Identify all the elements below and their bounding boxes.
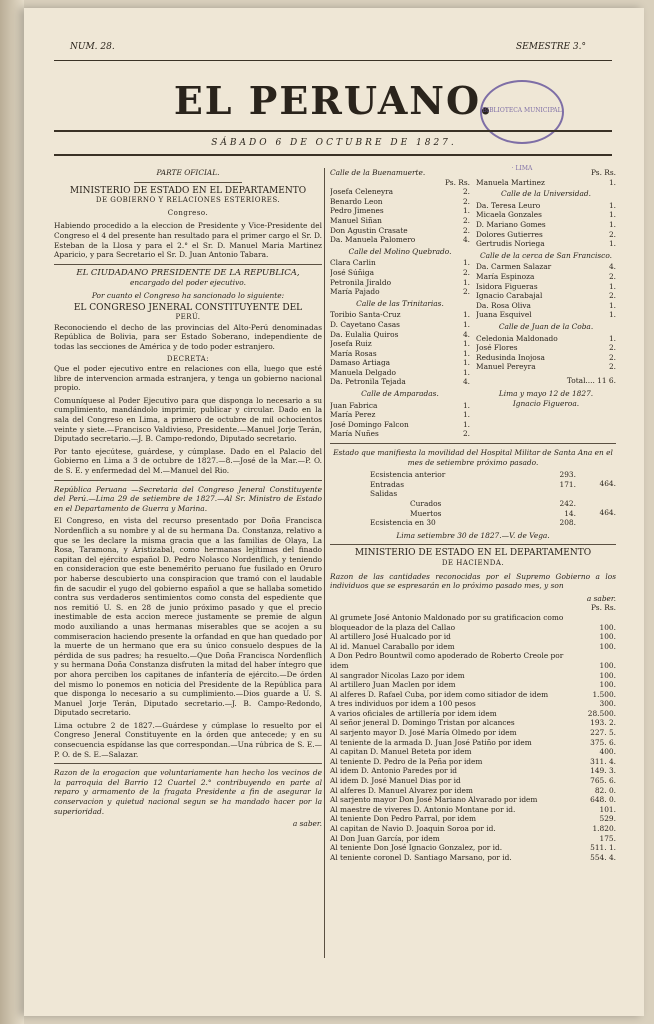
- list-item: [330, 429, 470, 439]
- donor-name: Clara Carlin: [330, 258, 376, 268]
- donor-name: Micaela Gonzales: [476, 210, 542, 220]
- table-row: [330, 613, 616, 632]
- parte-oficial-heading: PARTE OFICIAL.: [156, 168, 220, 177]
- newspaper-title: EL PERUANO.: [173, 78, 495, 123]
- amount: 311. 4.: [590, 756, 616, 766]
- table-row: [330, 786, 616, 796]
- right-column: [330, 168, 616, 862]
- donor-amount: 1.: [608, 281, 616, 291]
- amount: 82. 0.: [594, 785, 616, 795]
- hacienda-subheading: DE HACIENDA.: [441, 558, 505, 567]
- payee: Al alferes D. Rafael Cuba, por idem como sitiador de idem: [330, 689, 549, 699]
- donor-name: María Espinoza: [476, 271, 535, 281]
- donor-name: Celedonia Maldonado: [476, 333, 558, 343]
- list-item: [330, 420, 470, 430]
- table-row: [330, 709, 616, 719]
- donor-name: Juana Esquivel: [476, 310, 532, 320]
- street-list-h: [476, 334, 616, 372]
- amount: 149. 3.: [590, 766, 616, 776]
- list-item: [476, 334, 616, 344]
- republica-heading: República Peruana —Secretaria del Congreso Jeneral Constituyente del Perú.—Lima 29 de setiembre de 1827.—Al Sr. Ministro de Estado en el Departamento de Guerra y Marina.: [54, 484, 322, 513]
- semester-label: SEMESTRE 3.°: [516, 42, 586, 52]
- donor-name: Toribio Santa-Cruz: [330, 310, 401, 320]
- donor-name: Pedro Jimenes: [330, 206, 384, 216]
- table-row: [330, 651, 616, 670]
- payee: Al teniente D. Pedro de la Peña por idem: [330, 756, 483, 766]
- donor-name: María Pajado: [330, 287, 380, 297]
- donor-amount: 1.: [608, 200, 616, 210]
- hospital-signature: Lima setiembre 30 de 1827.—V. de Vega.: [396, 530, 550, 540]
- library-stamp: [480, 80, 564, 172]
- a-saber: a saber.: [586, 593, 616, 603]
- table-row: [330, 728, 616, 738]
- por-cuanto: Por cuanto el Congreso ha sancionado lo siguiente:: [91, 290, 285, 300]
- list-date: Lima y mayo 12 de 1827.: [498, 389, 594, 399]
- congreso-heading: Congreso.: [167, 208, 209, 217]
- donor-amount: 2.: [462, 196, 470, 206]
- amount: 175.: [599, 833, 616, 843]
- donor-name: Da. Petronila Tejada: [330, 377, 406, 387]
- paragraph: Que el poder ejecutivo entre en relaciones con ella, luego que esté libre de intervencion armada estranjera, y tenga un gobierno nacional propio.: [54, 364, 322, 393]
- divider: [54, 480, 322, 481]
- donor-amount: 2.: [608, 271, 616, 281]
- congreso-jeneral-heading: EL CONGRESO JENERAL CONSTITUYENTE DEL: [73, 302, 303, 313]
- donor-amount: 2.: [608, 343, 616, 353]
- donor-name: José Domingo Falcon: [330, 419, 409, 429]
- paragraph: Por tanto ejecútese, guárdese, y cúmplase. Dado en el Palacio del Gobierno en Lima a 3 de octubre de 1827.—8.—José de la Mar.—P. O. de S. E. y enfermedad del M.—Manuel del Rio.: [54, 446, 322, 476]
- payee: Al capitan de Navio D. Joaquin Soroa por id.: [330, 824, 496, 833]
- list-item: [330, 410, 470, 420]
- paragraph: Reconociendo el decho de las provincias del Alto-Perú denominadas República de Bolivia, para ser Estado Soberano, independiente de todas las secciones de América y de todo poder estranjero.: [54, 322, 322, 351]
- list-item: [476, 262, 616, 272]
- list-item: [476, 272, 616, 282]
- list-item: [476, 220, 616, 230]
- list-item: [330, 278, 470, 288]
- donor-amount: 1.: [608, 239, 616, 249]
- hospital-row-label: Muertos: [410, 508, 442, 518]
- top-rule: [54, 60, 612, 61]
- donor-amount: 2.: [462, 187, 470, 197]
- list-item: [476, 343, 616, 353]
- donor-name: Manuel Siñan: [330, 215, 382, 225]
- payee: A varios oficiales de artillería por idem idem: [330, 708, 497, 718]
- donor-amount: 2.: [462, 225, 470, 235]
- donor-amount: 2.: [462, 267, 470, 277]
- street-title: Calle del Molino Quebrado.: [348, 246, 452, 256]
- donor-amount: 2.: [608, 362, 616, 372]
- paragraph: Lima octubre 2 de 1827.—Guárdese y cúmplase lo resuelto por el Congreso Jeneral Constituyente en la órden que antecede; y en su consecuencia espídanse las que correspondan.—Una rúbrica de S. E.—P. O. de S. E.—Salazar.: [54, 720, 322, 759]
- issue-number: NUM. 28.: [70, 42, 115, 52]
- amount: 375. 6.: [590, 737, 616, 747]
- congreso-jeneral-subheading: PERÚ.: [175, 313, 201, 322]
- donor-amount: 2.: [608, 352, 616, 362]
- list-item: [476, 362, 616, 372]
- donor-name: Juan Fabrica: [330, 400, 378, 410]
- table-row: [330, 671, 616, 681]
- donor-amount: 2.: [462, 287, 470, 297]
- table-row: [330, 632, 616, 642]
- donor-amount: 4.: [462, 377, 470, 387]
- donor-amount: 1.: [462, 310, 470, 320]
- donor-amount: 1.: [462, 410, 470, 420]
- list-item: [476, 230, 616, 240]
- hospital-row-label: Entradas: [370, 479, 404, 489]
- dateline: SÁBADO 6 DE OCTUBRE DE 1827.: [211, 138, 457, 148]
- donor-name: Da. Carmen Salazar: [476, 262, 552, 272]
- donor-name: María Nuñes: [330, 429, 379, 439]
- payee: Al grumete José Antonio Maldonado por su gratificacion como bloqueador de la plaza del Callao: [330, 612, 564, 632]
- donor-name: María Perez: [330, 410, 376, 420]
- list-item: [330, 216, 470, 226]
- stamp-text: BIBLIOTECA MUNICIPAL · LIMA: [482, 107, 562, 172]
- payee: Al teniente Don Pedro Parral, por idem: [330, 814, 477, 824]
- hacienda-table: [330, 613, 616, 862]
- list-item: [330, 310, 470, 320]
- table-row: [330, 805, 616, 815]
- table-row: [330, 747, 616, 757]
- street-title: Calle de la Buenamuerte.: [330, 168, 426, 177]
- payee: Al teniente de la armada D. Juan José Patiño por idem: [330, 737, 532, 747]
- list-item: [330, 187, 470, 197]
- donor-amount: 1.: [462, 367, 470, 377]
- column-divider: [324, 168, 325, 958]
- table-row: [330, 795, 616, 805]
- ciudadano-heading: EL CIUDADANO PRESIDENTE DE LA REPUBLICA,: [76, 267, 300, 278]
- donor-amount: 1.: [462, 339, 470, 349]
- street-list-g: [476, 262, 616, 320]
- donor-amount: 1.: [608, 219, 616, 229]
- divider: [54, 763, 322, 764]
- hospital-row-value: 14.: [564, 508, 576, 518]
- hospital-row-value: 293.: [559, 470, 576, 480]
- payee: Al idem D. José Manuel Dias por id: [330, 776, 461, 786]
- street-title: Calle de las Trinitarias.: [356, 298, 444, 308]
- payee: Al sarjento mayor D. José María Olmedo por idem: [330, 728, 517, 738]
- donor-name: Manuela Martinez: [476, 177, 545, 187]
- donor-amount: 2.: [608, 229, 616, 239]
- table-row: [330, 738, 616, 748]
- amount: 765. 6.: [590, 776, 616, 786]
- payee: Al alferes D. Manuel Alvarez por idem: [330, 785, 473, 795]
- ministry-heading: MINISTERIO DE ESTADO EN EL DEPARTAMENTO: [69, 185, 307, 196]
- list-item: [476, 310, 616, 320]
- amount: 28.500.: [587, 708, 616, 718]
- donor-name: Redusinda Inojosa: [476, 352, 545, 362]
- street-title: Calle de Juan de la Coba.: [498, 321, 594, 331]
- table-row: [330, 642, 616, 652]
- amount: 100.: [599, 680, 616, 690]
- hospital-row-label: Ecsistencia anterior: [370, 470, 446, 480]
- donor-amount: 1.: [462, 319, 470, 329]
- list-item: [330, 197, 470, 207]
- payee: Al idem D. Antonio Paredes por id: [330, 766, 458, 776]
- hospital-row-value: 171.: [559, 479, 576, 489]
- table-row: [330, 718, 616, 728]
- table-row: [330, 843, 616, 853]
- donor-amount: 4.: [462, 235, 470, 245]
- list-item: [330, 268, 470, 278]
- amount: 529.: [599, 814, 616, 824]
- ciudadano-subheading: encargado del poder ejecutivo.: [130, 278, 246, 288]
- payee: Al artillero Juan Maclen por idem: [330, 680, 456, 690]
- street-list-c: [330, 310, 470, 387]
- list-item: [330, 401, 470, 411]
- donor-amount: 1.: [462, 348, 470, 358]
- payee: Al id. Manuel Caraballo por idem: [330, 641, 455, 651]
- hospital-row-value: 242.: [559, 499, 576, 508]
- hospital-row-label: Curados: [410, 499, 442, 508]
- masthead-top: [70, 42, 644, 56]
- list-item: [476, 178, 616, 188]
- table-row: [330, 690, 616, 700]
- donor-name: Damaso Artiaga: [330, 358, 391, 368]
- donor-amount: 1.: [462, 258, 470, 268]
- donor-name: Petronila Jiraldo: [330, 277, 392, 287]
- amount: 1.500.: [592, 689, 616, 699]
- donor-name: Da. Rosa Oliva: [476, 300, 531, 310]
- donor-name: D. Mariano Gomes: [476, 219, 546, 229]
- payee: Al sarjento mayor Don José Mariano Alvarado por idem: [330, 795, 538, 805]
- donor-amount: 2.: [608, 291, 616, 301]
- donor-amount: 1.: [608, 177, 616, 187]
- list-item: [476, 201, 616, 211]
- payee: Al teniente Don José Ignacio Gonzalez, por id.: [330, 843, 503, 853]
- total: Total.... 11 6.: [566, 375, 616, 385]
- donor-name: Don Agustin Crasate: [330, 225, 408, 235]
- donor-name: Dolores Gutierres: [476, 229, 543, 239]
- razon-paragraph: Razon de la erogacion que voluntariamente han hecho los vecinos de la parroquia del Barrio 12 Cuartel 2.° contribuyendo en parte al reparo y armamento de la fragata Presidente a fin de asegurar la conservacion y quietud nacional segun se ha mandado hacer por la superioridad.: [54, 768, 322, 816]
- donor-amount: 1.: [608, 210, 616, 220]
- amount: 100.: [599, 641, 616, 651]
- amount: 1.820.: [592, 824, 616, 833]
- left-column: [54, 168, 322, 829]
- list-item: [330, 320, 470, 330]
- donor-name: Manuel Pereyra: [476, 362, 536, 372]
- donor-list-left: [330, 168, 470, 439]
- list-item: [330, 258, 470, 268]
- pesos-header: Ps. Rs.: [591, 168, 616, 177]
- hospital-row-value: 208.: [559, 518, 576, 528]
- hospital-table: [330, 470, 616, 528]
- salidas-label: Salidas: [370, 489, 398, 499]
- donor-name: D. Cayetano Casas: [330, 319, 400, 329]
- donor-amount: 4.: [462, 329, 470, 339]
- divider: [330, 443, 616, 444]
- amount: 648. 0.: [590, 795, 616, 805]
- donor-name: Josefa Celeneyra: [330, 187, 394, 197]
- divider: [54, 264, 322, 265]
- donor-amount: 1.: [608, 310, 616, 320]
- list-item: [330, 226, 470, 236]
- payee: Al teniente coronel D. Santiago Marsano, por id.: [330, 852, 512, 862]
- donor-lists: [330, 168, 616, 439]
- amount: 300.: [599, 699, 616, 709]
- street-list-b: [330, 258, 470, 296]
- payee: Al capitan D. Manuel Beteta por idem: [330, 747, 472, 757]
- street-list-f: [476, 201, 616, 249]
- payee: A tres individuos por idem a 100 pesos: [330, 699, 476, 709]
- donor-amount: 1.: [462, 206, 470, 216]
- donor-name: María Rosas: [330, 348, 377, 358]
- donor-list-right: [476, 168, 616, 439]
- payee: A Don Pedro Bountwil como apoderado de Roberto Creole por idem: [330, 651, 564, 670]
- paragraph: Comuníquese al Poder Ejecutivo para que disponga lo necesario a su cumplimiento, mandándolo imprimir, publicar y circular. Dado en la sala del Congreso en Lima, a primero de octubre de mil ochocientos veinte y siete.—Francisco Valdivieso, Presidente.—Manuel Jorje Terán, Diputado secretario.—J. B. Campo-redondo, Diputado secretario.: [54, 395, 322, 444]
- list-item: [330, 368, 470, 378]
- payee: Al Don Juan García, por idem: [330, 833, 440, 843]
- hospital-sum-1: 464.: [599, 479, 616, 489]
- payee: Al maestre de viveres D. Antonio Montane por id.: [330, 804, 516, 814]
- donor-name: Josefa Ruiz: [330, 339, 372, 349]
- donor-name: Manuela Delgado: [330, 367, 396, 377]
- donor-amount: 1.: [462, 277, 470, 287]
- hospital-row-label: Ecsistencia en 30: [370, 518, 436, 528]
- donor-amount: 1.: [462, 400, 470, 410]
- list-item: [330, 235, 470, 245]
- table-row: [330, 680, 616, 690]
- table-row: [330, 853, 616, 863]
- amount: 100.: [599, 670, 616, 680]
- payee: Al artillero José Hualcado por id: [330, 632, 451, 642]
- list-item: [330, 349, 470, 359]
- pesos-header: Ps. Rs.: [445, 177, 470, 187]
- a-saber: a saber.: [292, 819, 322, 829]
- hacienda-intro: Razon de las cantidades reconocidas por el Supremo Gobierno a los individuos que se espresarán en lo próximo pasado mes, y son: [330, 571, 616, 591]
- paragraph: El Congreso, en vista del recurso presentado por Doña Francisca Nordenflich a su nombre y al de su hermana Da. Constanza, relativo a que se les declare la misma gracia que a las familias de Olaya, La Rosa, Taramona, y Aristizabal, como hermanas lejítimas del finado capitan del ejército español D. Pedro Nolasco Nordenflich, y teniendo en consideracion que este benemérito peruano fue fusilado en Oruro por haberse descubierto una conspiracion que tramó con el laudable fin de sacudir el yugo del gobierno español a que se hallaba sometido contra sus verdaderos sentimientos como consta del espediente que nos remitió U. S. en 28 de junio próximo pasado y que el precio inestimable de esta accion merece justamente se premie de algun modo auxiliando a unas hermanas miserables que se acojen a su commiseracion haciendo presente la orfandad en que han quedado por la muerte de un hermano que era su único consuelo despues de la pérdida de sus padres; ha resuelto.—Que Doña Francisca Nordenflich y su hermana Doña Constanza disfruten la mitad del haber íntegro que por ahora perciben los capitanes de infantería de ejército.—De órden del mismo lo ponemos en noticia del Presidente de la República para que disponga lo necesario a su cumplimiento.—Dios guarde a U. S. Manuel Jorje Terán, Diputado secretario.—J. B. Campo-Redondo, Diputado secretario.: [54, 516, 322, 718]
- table-row: [330, 766, 616, 776]
- donor-name: Ignacio Carabajal: [476, 291, 543, 301]
- payee: Al sangrador Nicolas Lazo por idem: [330, 670, 465, 680]
- street-title: Calle de la Universidad.: [501, 189, 591, 199]
- list-item: [330, 358, 470, 368]
- book-spine: [0, 0, 24, 1024]
- list-item: [330, 339, 470, 349]
- donor-name: José Súñiga: [330, 267, 375, 277]
- street-list-e: [476, 178, 616, 188]
- donor-amount: 4.: [608, 262, 616, 272]
- hacienda-heading: MINISTERIO DE ESTADO EN EL DEPARTAMENTO: [354, 548, 592, 559]
- hospital-sum-2: 464.: [599, 508, 616, 518]
- list-item: [330, 330, 470, 340]
- divider: [134, 182, 241, 183]
- table-row: [330, 834, 616, 844]
- amount: 554. 4.: [590, 852, 616, 862]
- amount: 400.: [599, 747, 616, 757]
- amount: 100.: [599, 632, 616, 642]
- amount: 227. 5.: [590, 728, 616, 738]
- table-row: [330, 757, 616, 767]
- street-title: Calle de la cerca de San Francisco.: [480, 250, 612, 260]
- newspaper-page: [24, 8, 644, 1016]
- list-item: [476, 301, 616, 311]
- hospital-title: Estado que manifiesta la movilidad del Hospital Militar de Santa Ana en el mes de setiembre próximo pasado.: [333, 448, 613, 467]
- donor-name: Da. Eulalia Quiros: [330, 329, 399, 339]
- street-list-a: [330, 187, 470, 245]
- table-row: [330, 814, 616, 824]
- donor-name: Gertrudis Noriega: [476, 239, 545, 249]
- list-item: [476, 353, 616, 363]
- donor-amount: 1.: [608, 333, 616, 343]
- amount: 100.: [599, 622, 616, 632]
- date-rule: [54, 154, 612, 156]
- amount: 101.: [599, 804, 616, 814]
- table-row: [330, 824, 616, 834]
- list-item: [476, 291, 616, 301]
- donor-amount: 2.: [462, 429, 470, 439]
- list-item: [476, 210, 616, 220]
- ministry-subheading: DE GOBIERNO Y RELACIONES ESTERIORES.: [95, 196, 281, 205]
- street-list-d: [330, 401, 470, 439]
- list-item: [330, 287, 470, 297]
- paragraph: Habiendo procedido a la eleccion de Presidente y Vice-Presidente del Congreso el 4 del presente han resultado para el primer cargo el Sr. D. Esteban de la Llosa y para el 2.° el Sr. D. Manuel Maria Martinez Aparicio, y para Secretario el Sr. D. Juan Antonio Tabara.: [54, 221, 322, 260]
- list-signature: Ignacio Figueroa.: [512, 399, 580, 409]
- donor-amount: 1.: [462, 419, 470, 429]
- decreta-label: DECRETA:: [166, 354, 210, 363]
- donor-amount: 1.: [608, 300, 616, 310]
- hacienda-header: Ps. Rs.: [591, 603, 616, 613]
- donor-name: Da. Teresa Leuro: [476, 200, 541, 210]
- list-item: [476, 239, 616, 249]
- divider: [330, 544, 616, 545]
- payee: Al señor jeneral D. Domingo Tristan por alcances: [330, 718, 515, 728]
- amount: 100.: [599, 660, 616, 670]
- donor-amount: 2.: [462, 215, 470, 225]
- list-item: [476, 282, 616, 292]
- donor-name: Benardo Leon: [330, 196, 383, 206]
- donor-name: Da. Manuela Palomero: [330, 235, 416, 245]
- donor-name: José Flores: [476, 343, 518, 353]
- donor-amount: 1.: [462, 358, 470, 368]
- list-item: [330, 206, 470, 216]
- donor-name: Isidora Figueras: [476, 281, 538, 291]
- table-row: [330, 776, 616, 786]
- amount: 511. 1.: [590, 843, 616, 853]
- street-title: Calle de Amparadas.: [361, 389, 439, 399]
- amount: 193. 2.: [590, 718, 616, 728]
- title-rule: [54, 130, 612, 132]
- table-row: [330, 699, 616, 709]
- list-item: [330, 377, 470, 387]
